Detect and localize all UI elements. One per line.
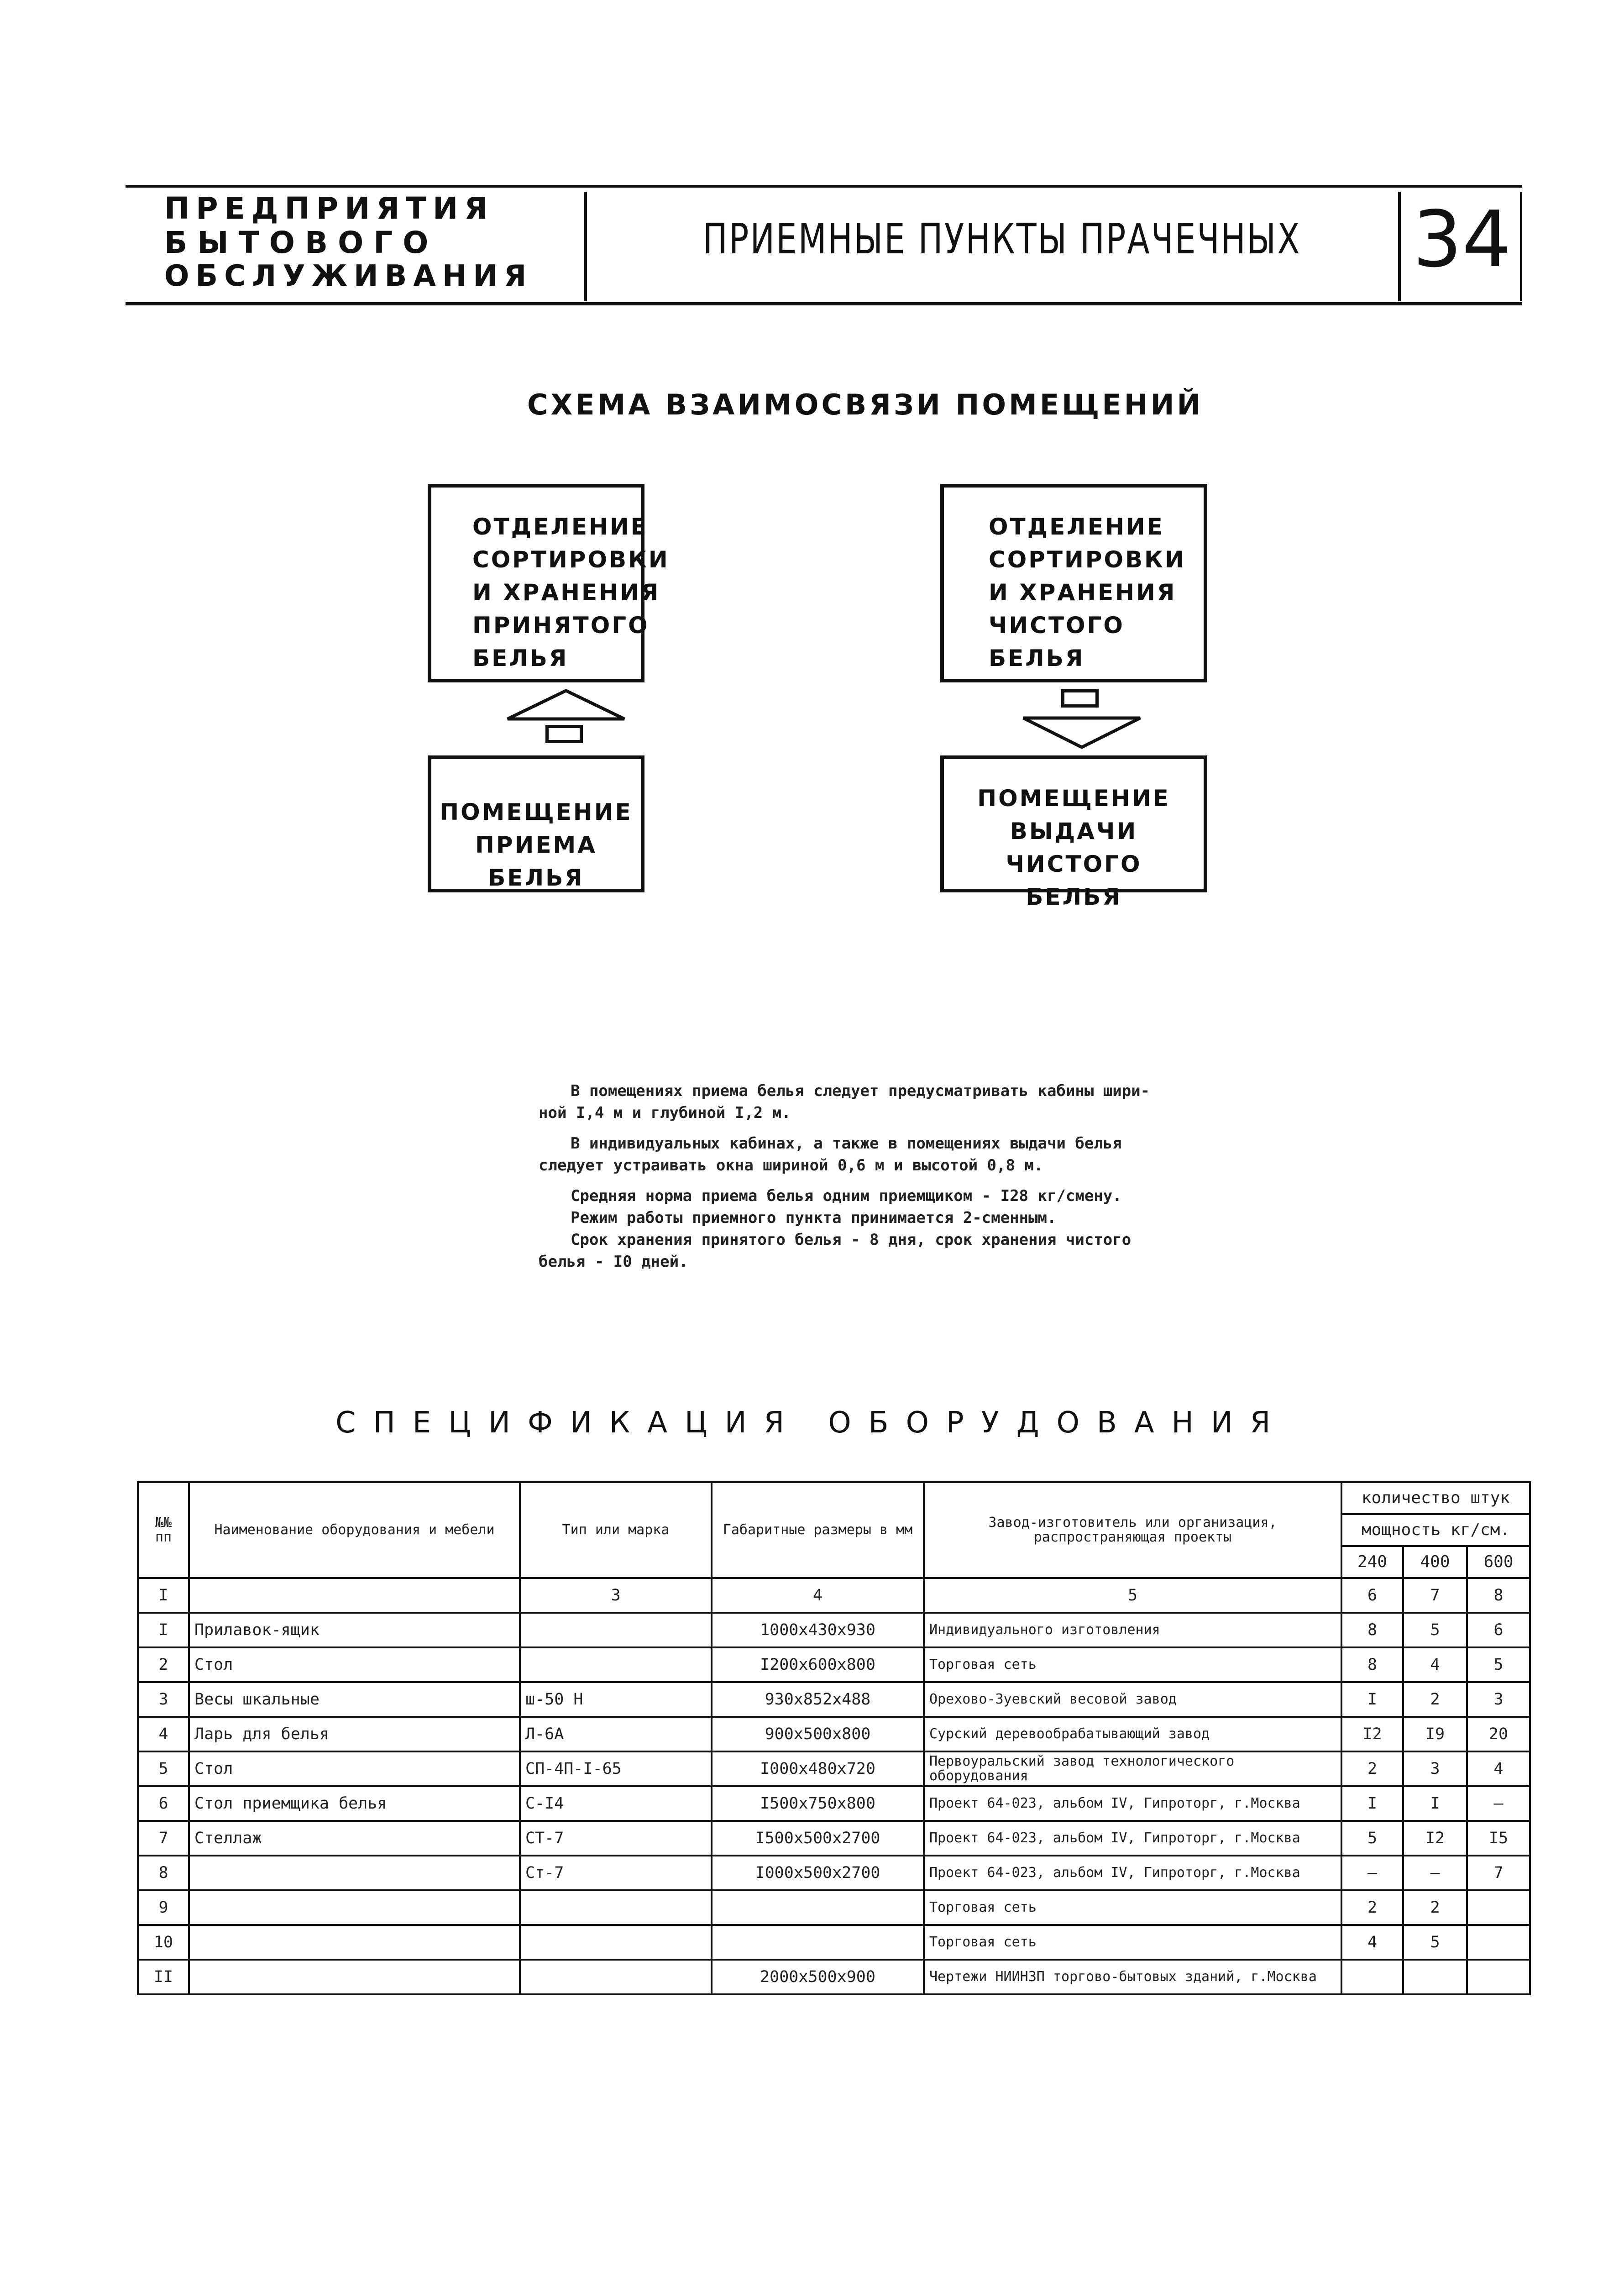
- qty-600-cell: 3: [1467, 1682, 1530, 1717]
- equipment-name-cell: [189, 1960, 520, 1994]
- qty-400-cell: [1403, 1960, 1467, 1994]
- qty-600-cell: [1467, 1960, 1530, 1994]
- qty-240-cell: I: [1341, 1786, 1403, 1821]
- qty-240-cell: 8: [1341, 1647, 1403, 1682]
- row-num-cell: 5: [138, 1751, 189, 1786]
- qty-400-cell: I2: [1403, 1821, 1467, 1856]
- manufacturer-cell: Торговая сеть: [924, 1890, 1341, 1925]
- table-row: [138, 1786, 1530, 1821]
- qty-240-cell: I2: [1341, 1717, 1403, 1751]
- type-cell: [520, 1925, 712, 1960]
- row-num-cell: 8: [138, 1856, 189, 1890]
- box-label: ПОМЕЩЕНИЕ ПРИЕМА БЕЛЬЯ: [440, 799, 633, 891]
- table-row: [138, 1856, 1530, 1890]
- qty-600-cell: 4: [1467, 1751, 1530, 1786]
- qty-400-cell: –: [1403, 1856, 1467, 1890]
- equipment-name-cell: Стол приемщика белья: [189, 1786, 520, 1821]
- manufacturer-cell: Проект 64-023, альбом IV, Гипроторг, г.Москва: [924, 1856, 1341, 1890]
- dimensions-cell: [712, 1925, 924, 1960]
- table-row: [138, 1960, 1530, 1994]
- header-bottom-rule: [126, 302, 1522, 305]
- arrow-up-icon: [502, 687, 630, 724]
- index-cell: I: [138, 1578, 189, 1613]
- dimensions-cell: I200х600х800: [712, 1647, 924, 1682]
- manufacturer-cell: Первоуральский завод технологического оборудования: [924, 1751, 1341, 1786]
- header-top-rule: [126, 185, 1522, 188]
- equipment-spec-table: [137, 1481, 1531, 1995]
- qty-600-cell: [1467, 1890, 1530, 1925]
- pass-window-icon: [1061, 689, 1099, 708]
- row-num-cell: II: [138, 1960, 189, 1994]
- series-logo-line: ОБСЛУЖИВАНИЯ: [164, 259, 533, 293]
- type-cell: [520, 1890, 712, 1925]
- manufacturer-cell: Орехово-Зуевский весовой завод: [924, 1682, 1341, 1717]
- index-cell: 8: [1467, 1578, 1530, 1613]
- index-cell: 5: [924, 1578, 1341, 1613]
- table-row: [138, 1682, 1530, 1717]
- sheet-number: 34: [1413, 194, 1512, 285]
- dimensions-cell: 2000х500х900: [712, 1960, 924, 1994]
- row-num-cell: 9: [138, 1890, 189, 1925]
- manufacturer-cell: Индивидуального изготовления: [924, 1613, 1341, 1647]
- qty-400-cell: 5: [1403, 1613, 1467, 1647]
- note-line: В помещениях приема белья следует предусматривать кабины шири-: [571, 1082, 1150, 1100]
- note-line: Режим работы приемного пункта принимается 2-сменным.: [571, 1209, 1057, 1227]
- type-cell: С-I4: [520, 1786, 712, 1821]
- row-num-cell: 4: [138, 1717, 189, 1751]
- table-row: [138, 1613, 1530, 1647]
- type-cell: ш-50 Н: [520, 1682, 712, 1717]
- clean-linen-storage-box: [940, 484, 1207, 682]
- col-header-400: 400: [1403, 1546, 1467, 1578]
- dimensions-cell: 900х500х800: [712, 1717, 924, 1751]
- qty-400-cell: I: [1403, 1786, 1467, 1821]
- note-line: следует устраивать окна шириной 0,6 м и высотой 0,8 м.: [539, 1156, 1043, 1175]
- qty-600-cell: [1467, 1925, 1530, 1960]
- index-cell: 4: [712, 1578, 924, 1613]
- dimensions-cell: I500х500х2700: [712, 1821, 924, 1856]
- series-logo-line: ПРЕДПРИЯТИЯ: [164, 191, 494, 226]
- note-line: Срок хранения принятого белья - 8 дня, срок хранения чистого: [571, 1231, 1132, 1249]
- header-divider: [1398, 192, 1401, 301]
- col-header-capacity: мощность кг/см.: [1341, 1514, 1530, 1546]
- qty-240-cell: 2: [1341, 1890, 1403, 1925]
- table-row: [138, 1751, 1530, 1786]
- qty-240-cell: 8: [1341, 1613, 1403, 1647]
- equipment-name-cell: Стол: [189, 1751, 520, 1786]
- sheet-title: ПРИЕМНЫЕ ПУНКТЫ ПРАЧЕЧНЫХ: [703, 215, 1301, 263]
- index-cell: 3: [520, 1578, 712, 1613]
- manufacturer-cell: Торговая сеть: [924, 1647, 1341, 1682]
- type-cell: Л-6А: [520, 1717, 712, 1751]
- manufacturer-cell: Проект 64-023, альбом IV, Гипроторг, г.Москва: [924, 1821, 1341, 1856]
- box-label: ОТДЕЛЕНИЕ СОРТИРОВКИ И ХРАНЕНИЯ ПРИНЯТОГО БЕЛЬЯ: [472, 514, 670, 671]
- dimensions-cell: 930х852х488: [712, 1682, 924, 1717]
- spec-title: СПЕЦИФИКАЦИЯ ОБОРУДОВАНИЯ: [335, 1406, 1288, 1440]
- qty-240-cell: [1341, 1960, 1403, 1994]
- equipment-name-cell: [189, 1890, 520, 1925]
- qty-400-cell: 2: [1403, 1682, 1467, 1717]
- col-header-num: №№ пп: [138, 1482, 189, 1578]
- col-header-type: Тип или марка: [520, 1482, 712, 1578]
- qty-400-cell: I9: [1403, 1717, 1467, 1751]
- qty-240-cell: –: [1341, 1856, 1403, 1890]
- type-cell: СП-4П-I-65: [520, 1751, 712, 1786]
- qty-600-cell: 6: [1467, 1613, 1530, 1647]
- table-row: [138, 1890, 1530, 1925]
- header-divider: [584, 192, 587, 301]
- table-header-row: [138, 1482, 1530, 1514]
- note-line: В индивидуальных кабинах, а также в помещениях выдачи белья: [571, 1134, 1122, 1153]
- dimensions-cell: I000х500х2700: [712, 1856, 924, 1890]
- qty-400-cell: 5: [1403, 1925, 1467, 1960]
- manufacturer-cell: Чертежи НИИНЗП торгово-бытовых зданий, г.Москва: [924, 1960, 1341, 1994]
- dimensions-cell: I500х750х800: [712, 1786, 924, 1821]
- qty-400-cell: 4: [1403, 1647, 1467, 1682]
- qty-600-cell: I5: [1467, 1821, 1530, 1856]
- col-header-dims: Габаритные размеры в мм: [712, 1482, 924, 1578]
- column-index-row: [138, 1578, 1530, 1613]
- index-cell: [189, 1578, 520, 1613]
- qty-400-cell: 2: [1403, 1890, 1467, 1925]
- row-num-cell: I: [138, 1613, 189, 1647]
- table-row: [138, 1717, 1530, 1751]
- note-line: Средняя норма приема белья одним приемщиком - I28 кг/смену.: [571, 1187, 1122, 1205]
- note-line: ной I,4 м и глубиной I,2 м.: [539, 1104, 791, 1122]
- qty-600-cell: 7: [1467, 1856, 1530, 1890]
- equipment-name-cell: Стеллаж: [189, 1821, 520, 1856]
- row-num-cell: 6: [138, 1786, 189, 1821]
- manufacturer-cell: Сурский деревообрабатывающий завод: [924, 1717, 1341, 1751]
- qty-240-cell: I: [1341, 1682, 1403, 1717]
- qty-400-cell: 3: [1403, 1751, 1467, 1786]
- table-row: [138, 1821, 1530, 1856]
- dimensions-cell: I000х480х720: [712, 1751, 924, 1786]
- table-row: [138, 1925, 1530, 1960]
- index-cell: 7: [1403, 1578, 1467, 1613]
- col-header-name: Наименование оборудования и мебели: [189, 1482, 520, 1578]
- arrow-down-icon: [1018, 714, 1146, 751]
- equipment-name-cell: Ларь для белья: [189, 1717, 520, 1751]
- index-cell: 6: [1341, 1578, 1403, 1613]
- header-divider: [1520, 192, 1522, 301]
- col-header-qty: количество штук: [1341, 1482, 1530, 1514]
- qty-600-cell: 20: [1467, 1717, 1530, 1751]
- series-logo-line: БЫТОВОГО: [164, 225, 439, 260]
- type-cell: [520, 1613, 712, 1647]
- type-cell: Ст-7: [520, 1856, 712, 1890]
- row-num-cell: 10: [138, 1925, 189, 1960]
- manufacturer-cell: Проект 64-023, альбом IV, Гипроторг, г.Москва: [924, 1786, 1341, 1821]
- type-cell: [520, 1647, 712, 1682]
- equipment-name-cell: Прилавок-ящик: [189, 1613, 520, 1647]
- col-header-240: 240: [1341, 1546, 1403, 1578]
- type-cell: СТ-7: [520, 1821, 712, 1856]
- row-num-cell: 2: [138, 1647, 189, 1682]
- qty-240-cell: 5: [1341, 1821, 1403, 1856]
- qty-240-cell: 2: [1341, 1751, 1403, 1786]
- row-num-cell: 7: [138, 1821, 189, 1856]
- scheme-title: СХЕМА ВЗАИМОСВЯЗИ ПОМЕЩЕНИЙ: [527, 388, 1204, 421]
- equipment-name-cell: [189, 1925, 520, 1960]
- table-row: [138, 1647, 1530, 1682]
- qty-240-cell: 4: [1341, 1925, 1403, 1960]
- type-cell: [520, 1960, 712, 1994]
- col-header-600: 600: [1467, 1546, 1530, 1578]
- issue-room-box: [940, 755, 1207, 910]
- reception-room-box: [428, 755, 644, 892]
- col-header-maker: Завод-изготовитель или организация, распространяющая проекты: [924, 1482, 1341, 1578]
- qty-600-cell: 5: [1467, 1647, 1530, 1682]
- dimensions-cell: [712, 1890, 924, 1925]
- box-label: ПОМЕЩЕНИЕ ВЫДАЧИ ЧИСТОГО БЕЛЬЯ: [977, 785, 1170, 910]
- note-line: белья - I0 дней.: [539, 1253, 688, 1271]
- equipment-name-cell: Стол: [189, 1647, 520, 1682]
- box-label: ОТДЕЛЕНИЕ СОРТИРОВКИ И ХРАНЕНИЯ ЧИСТОГО БЕЛЬЯ: [989, 514, 1186, 671]
- equipment-name-cell: [189, 1856, 520, 1890]
- qty-600-cell: –: [1467, 1786, 1530, 1821]
- equipment-name-cell: Весы шкальные: [189, 1682, 520, 1717]
- pass-window-icon: [545, 725, 583, 743]
- accepted-linen-storage-box: [428, 484, 670, 682]
- manufacturer-cell: Торговая сеть: [924, 1925, 1341, 1960]
- dimensions-cell: 1000х430х930: [712, 1613, 924, 1647]
- row-num-cell: 3: [138, 1682, 189, 1717]
